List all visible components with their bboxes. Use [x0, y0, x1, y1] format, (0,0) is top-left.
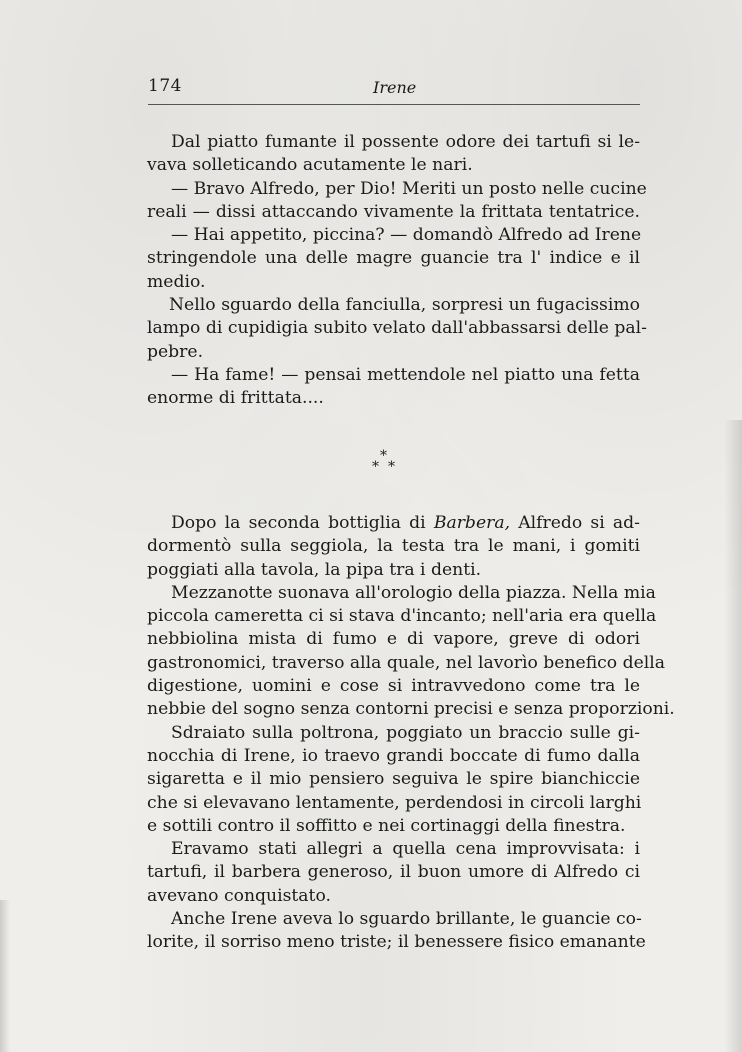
text-line: Sdraiato sulla poltrona, poggiato un braccio sulle gi- — [171, 722, 640, 743]
section-separator-asterism — [366, 448, 406, 488]
asterism-star: * — [388, 459, 395, 475]
text-line: e sottili contro il soffitto e nei cortinaggi della finestra. — [147, 815, 626, 836]
asterism-star: * — [380, 448, 387, 464]
text-line: Anche Irene aveva lo sguardo brillante, le guancie co- — [171, 909, 642, 930]
text-line: nocchia di Irene, io traevo grandi boccate di fumo dalla — [147, 745, 640, 766]
text-line: medio. — [147, 271, 206, 292]
text-line: vava solleticando acutamente le nari. — [147, 155, 473, 176]
text-span: Dopo la seconda bottiglia di — [171, 513, 434, 533]
text-section-two — [147, 512, 675, 955]
running-title: Irene — [373, 78, 417, 97]
text-line: — Bravo Alfredo, per Dio! Meriti un posto nelle cucine — [171, 178, 647, 199]
text-line: lampo di cupidigia subito velato dall'abbassarsi delle pal- — [147, 318, 647, 339]
header-rule — [148, 104, 640, 105]
text-line: che si elevavano lentamente, perdendosi in circoli larghi — [147, 792, 642, 813]
page-edge-shadow — [724, 420, 742, 1052]
text-line: tartufi, il barbera generoso, il buon umore di Alfredo ci — [147, 862, 640, 883]
text-line: nebbiolina mista di fumo e di vapore, greve di odori — [147, 629, 640, 650]
page-number: 174 — [148, 76, 182, 96]
text-line: Dal piatto fumante il possente odore dei tartufi si le- — [171, 132, 640, 152]
page-edge-shadow — [0, 900, 10, 1052]
text-line: sigaretta e il mio pensiero seguiva le spire bianchiccie — [147, 769, 640, 790]
text-line: — Hai appetito, piccina? — domandò Alfredo ad Irene — [171, 225, 642, 246]
text-line — [147, 512, 640, 535]
text-line: stringendole una delle magre guancie tra l' indice e il — [147, 248, 640, 269]
text-line: lorite, il sorriso meno triste; il benessere fisico emanante — [147, 932, 646, 953]
text-line: reali — dissi attaccando vivamente la frittata tentatrice. — [147, 201, 640, 222]
asterism-star: * — [372, 459, 379, 475]
text-line: digestione, uomini e cose si intravvedono come tra le — [147, 676, 640, 697]
running-head — [148, 76, 640, 100]
text-section-one — [147, 131, 647, 411]
text-line: piccola cameretta ci si stava d'incanto; nell'aria era quella — [147, 606, 657, 627]
text-line: gastronomici, traverso alla quale, nel lavorìo benefico della — [147, 652, 666, 673]
text-line: Eravamo stati allegri a quella cena improvvisata: i — [171, 839, 640, 860]
text-line: — Ha fame! — pensai mettendole nel piatto una fetta — [171, 364, 640, 385]
text-line: enorme di frittata.... — [147, 388, 324, 409]
text-line: Nello sguardo della fanciulla, sorpresi un fugacissimo — [169, 295, 640, 316]
text-line: avevano conquistato. — [147, 885, 331, 906]
text-span: Alfredo si ad- — [510, 513, 640, 533]
text-line: dormentò sulla seggiola, la testa tra le mani, i gomiti — [147, 536, 640, 557]
text-line: Mezzanotte suonava all'orologio della piazza. Nella mia — [171, 582, 656, 603]
italic-title: Barbera, — [433, 513, 511, 533]
text-line: poggiati alla tavola, la pipa tra i denti. — [147, 559, 482, 580]
text-line: nebbie del sogno senza contorni precisi e senza proporzioni. — [147, 699, 675, 720]
text-line: pebre. — [147, 341, 204, 362]
